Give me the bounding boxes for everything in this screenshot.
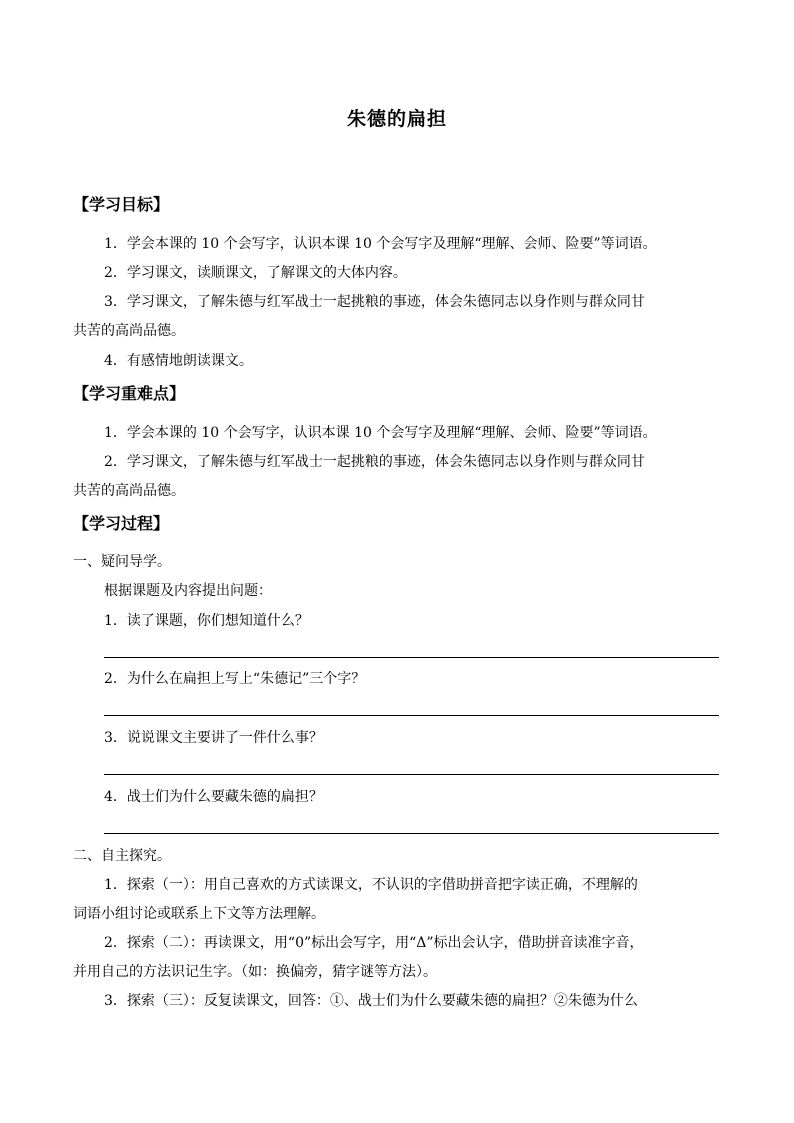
part-intro: 根据课题及内容提出问题：: [104, 583, 272, 599]
explore-line: 1．探索（一）：用自己喜欢的方式读课文，不认识的字借助拼音把字读正确，不理解的: [104, 877, 638, 893]
question-line: 3．说说课文主要讲了一件什么事？: [104, 730, 323, 746]
answer-blank-line[interactable]: [104, 657, 719, 658]
key-point-line: 2．学习课文，了解朱德与红军战士一起挑粮的事迹，体会朱德同志以身作则与群众同甘: [104, 454, 645, 470]
explore-line: 2．探索（二）：再读课文，用“0”标出会写字，用“Δ”标出会认字，借助拼音读准字音，: [104, 935, 644, 951]
answer-blank-line[interactable]: [104, 774, 719, 775]
question-line: 4．战士们为什么要藏朱德的扁担？: [104, 789, 323, 805]
section-heading-goals: 【学习目标】: [73, 195, 170, 214]
part-title: 二、自主探究。: [73, 848, 171, 864]
key-point-line: 共苦的高尚品德。: [73, 483, 185, 499]
part-title: 一、疑问导学。: [73, 554, 171, 570]
goal-line: 共苦的高尚品德。: [73, 323, 185, 339]
goal-line: 1．学会本课的 10 个会写字，认识本课 10 个会写字及理解“理解、会师、险要”等词语。: [104, 236, 657, 252]
answer-blank-line[interactable]: [104, 833, 719, 834]
key-point-line: 1．学会本课的 10 个会写字，认识本课 10 个会写字及理解“理解、会师、险要”等词语。: [104, 425, 657, 441]
goal-line: 4．有感情地朗读课文。: [104, 353, 253, 369]
goal-line: 3．学习课文，了解朱德与红军战士一起挑粮的事迹，体会朱德同志以身作则与群众同甘: [104, 294, 645, 310]
goal-line: 2．学习课文，读顺课文，了解课文的大体内容。: [104, 265, 407, 281]
explore-line: 3．探索（三）：反复读课文，回答：①、战士们为什么要藏朱德的扁担？②朱德为什么: [104, 993, 638, 1009]
page-title: 朱德的扁担: [346, 108, 447, 130]
explore-line: 并用自己的方法识记生字。（如：换偏旁，猜字谜等方法）。: [73, 964, 437, 980]
explore-line: 词语小组讨论或联系上下文等方法理解。: [73, 906, 325, 922]
answer-blank-line[interactable]: [104, 715, 719, 716]
question-line: 2．为什么在扁担上写上“朱德记”三个字？: [104, 671, 366, 687]
section-heading-key-points: 【学习重难点】: [73, 384, 186, 403]
section-heading-process: 【学习过程】: [73, 514, 170, 533]
question-line: 1．读了课题，你们想知道什么？: [104, 613, 309, 629]
